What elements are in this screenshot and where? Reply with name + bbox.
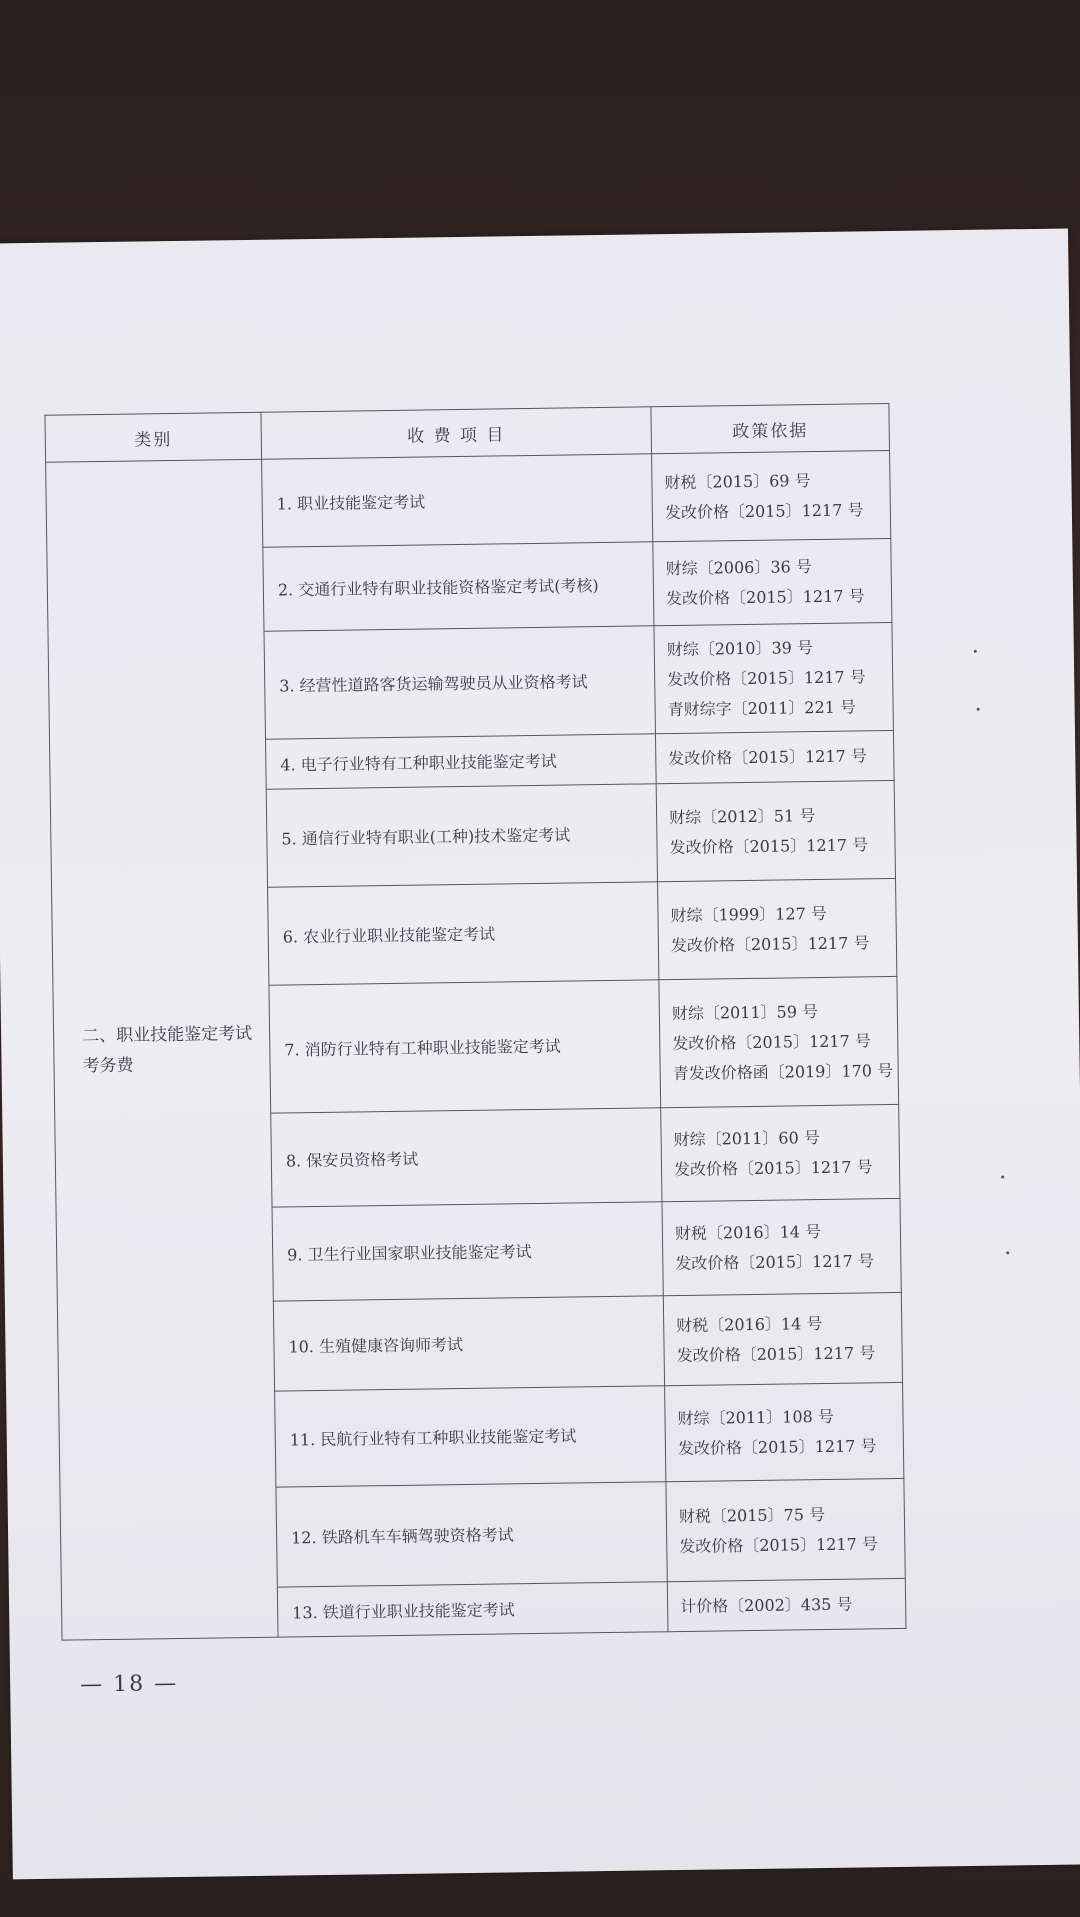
policy-basis-line: 财税〔2016〕14 号: [674, 1221, 822, 1243]
policy-basis-cell: [663, 1292, 902, 1385]
policy-basis-line: 发改价格〔2015〕1217 号: [669, 834, 869, 857]
policy-basis-line: 财综〔2011〕60 号: [673, 1127, 820, 1149]
policy-basis-cell: [656, 780, 895, 881]
policy-basis-cell: [654, 622, 893, 733]
paper-speck: [1006, 1251, 1009, 1254]
paper-speck: [1001, 1175, 1004, 1178]
category-cell: 二、职业技能鉴定考试考务费: [46, 459, 278, 1640]
policy-basis-line: 财综〔2006〕36 号: [665, 556, 812, 578]
fee-item-cell: 7. 消防行业特有工种职业技能鉴定考试: [269, 980, 661, 1113]
document-page: [0, 228, 1080, 1879]
fee-item-cell: 6. 农业行业职业技能鉴定考试: [268, 882, 659, 985]
policy-basis-line: 财综〔2012〕51 号: [668, 805, 816, 827]
fee-item-cell: 1. 职业技能鉴定考试: [262, 454, 653, 547]
policy-basis-line: 发改价格〔2015〕1217 号: [670, 932, 870, 955]
policy-basis-line: 财综〔1999〕127 号: [670, 903, 827, 925]
policy-basis-line: 财税〔2015〕75 号: [678, 1504, 826, 1526]
policy-basis-line: 财综〔2011〕59 号: [671, 1001, 819, 1023]
policy-basis-line: 发改价格〔2015〕1217 号: [664, 499, 864, 522]
policy-basis-line: 财税〔2015〕69 号: [664, 470, 811, 492]
fee-item-cell: 12. 铁路机车车辆驾驶资格考试: [276, 1482, 667, 1587]
table-body: [46, 450, 906, 1640]
policy-basis-line: 财税〔2016〕14 号: [676, 1313, 823, 1335]
policy-basis-line: 发改价格〔2015〕1217 号: [667, 666, 866, 689]
header-basis: 政策依据: [651, 403, 890, 453]
paper-speck: [977, 708, 980, 711]
fee-item-cell: 5. 通信行业特有职业(工种)技术鉴定考试: [266, 784, 657, 887]
fee-item-cell: 13. 铁道行业职业技能鉴定考试: [277, 1582, 668, 1637]
policy-basis-cell: [662, 1198, 901, 1295]
fee-item-cell: 3. 经营性道路客货运输驾驶员从业资格考试: [264, 626, 655, 739]
fee-item-cell: 8. 保安员资格考试: [271, 1108, 662, 1207]
policy-basis-cell: [665, 1382, 904, 1481]
policy-basis-cell: [666, 1478, 905, 1581]
policy-basis-cell: [667, 1578, 906, 1631]
policy-basis-cell: [661, 1104, 900, 1201]
policy-basis-cell: [653, 538, 892, 625]
fee-table: [44, 403, 906, 1641]
policy-basis-line: 计价格〔2002〕435 号: [680, 1594, 853, 1616]
policy-basis-line: 发改价格〔2015〕1217 号: [679, 1533, 878, 1556]
policy-basis-line: 发改价格〔2015〕1217 号: [672, 1030, 871, 1053]
policy-basis-cell: [655, 730, 894, 783]
policy-basis-cell: [652, 450, 891, 541]
policy-basis-line: 发改价格〔2015〕1217 号: [677, 1435, 877, 1458]
fee-item-cell: 11. 民航行业特有工种职业技能鉴定考试: [275, 1386, 666, 1487]
policy-basis-line: 财综〔2010〕39 号: [666, 637, 814, 659]
fee-item-cell: 2. 交通行业特有职业技能资格鉴定考试(考核): [263, 542, 654, 631]
policy-basis-line: 财综〔2011〕108 号: [677, 1406, 834, 1428]
fee-item-cell: 10. 生殖健康咨询师考试: [273, 1296, 664, 1391]
policy-basis-line: 青财综字〔2011〕221 号: [667, 696, 857, 719]
policy-basis-cell: [659, 976, 899, 1107]
page-number: — 18 —: [80, 1671, 179, 1698]
policy-basis-cell: [658, 878, 897, 979]
fee-item-cell: 4. 电子行业特有工种职业技能鉴定考试: [266, 734, 657, 789]
policy-basis-line: 发改价格〔2015〕1217 号: [668, 745, 867, 768]
table-row: [46, 450, 891, 550]
policy-basis-line: 发改价格〔2015〕1217 号: [673, 1156, 873, 1179]
policy-basis-line: 青发改价格函〔2019〕170 号: [672, 1060, 894, 1083]
header-category: 类别: [45, 412, 262, 462]
policy-basis-line: 发改价格〔2015〕1217 号: [676, 1342, 876, 1365]
policy-basis-line: 发改价格〔2015〕1217 号: [665, 585, 865, 608]
header-item: 收 费 项 目: [261, 407, 652, 459]
policy-basis-line: 发改价格〔2015〕1217 号: [675, 1250, 874, 1273]
fee-item-cell: 9. 卫生行业国家职业技能鉴定考试: [272, 1202, 663, 1301]
paper-speck: [974, 650, 977, 653]
